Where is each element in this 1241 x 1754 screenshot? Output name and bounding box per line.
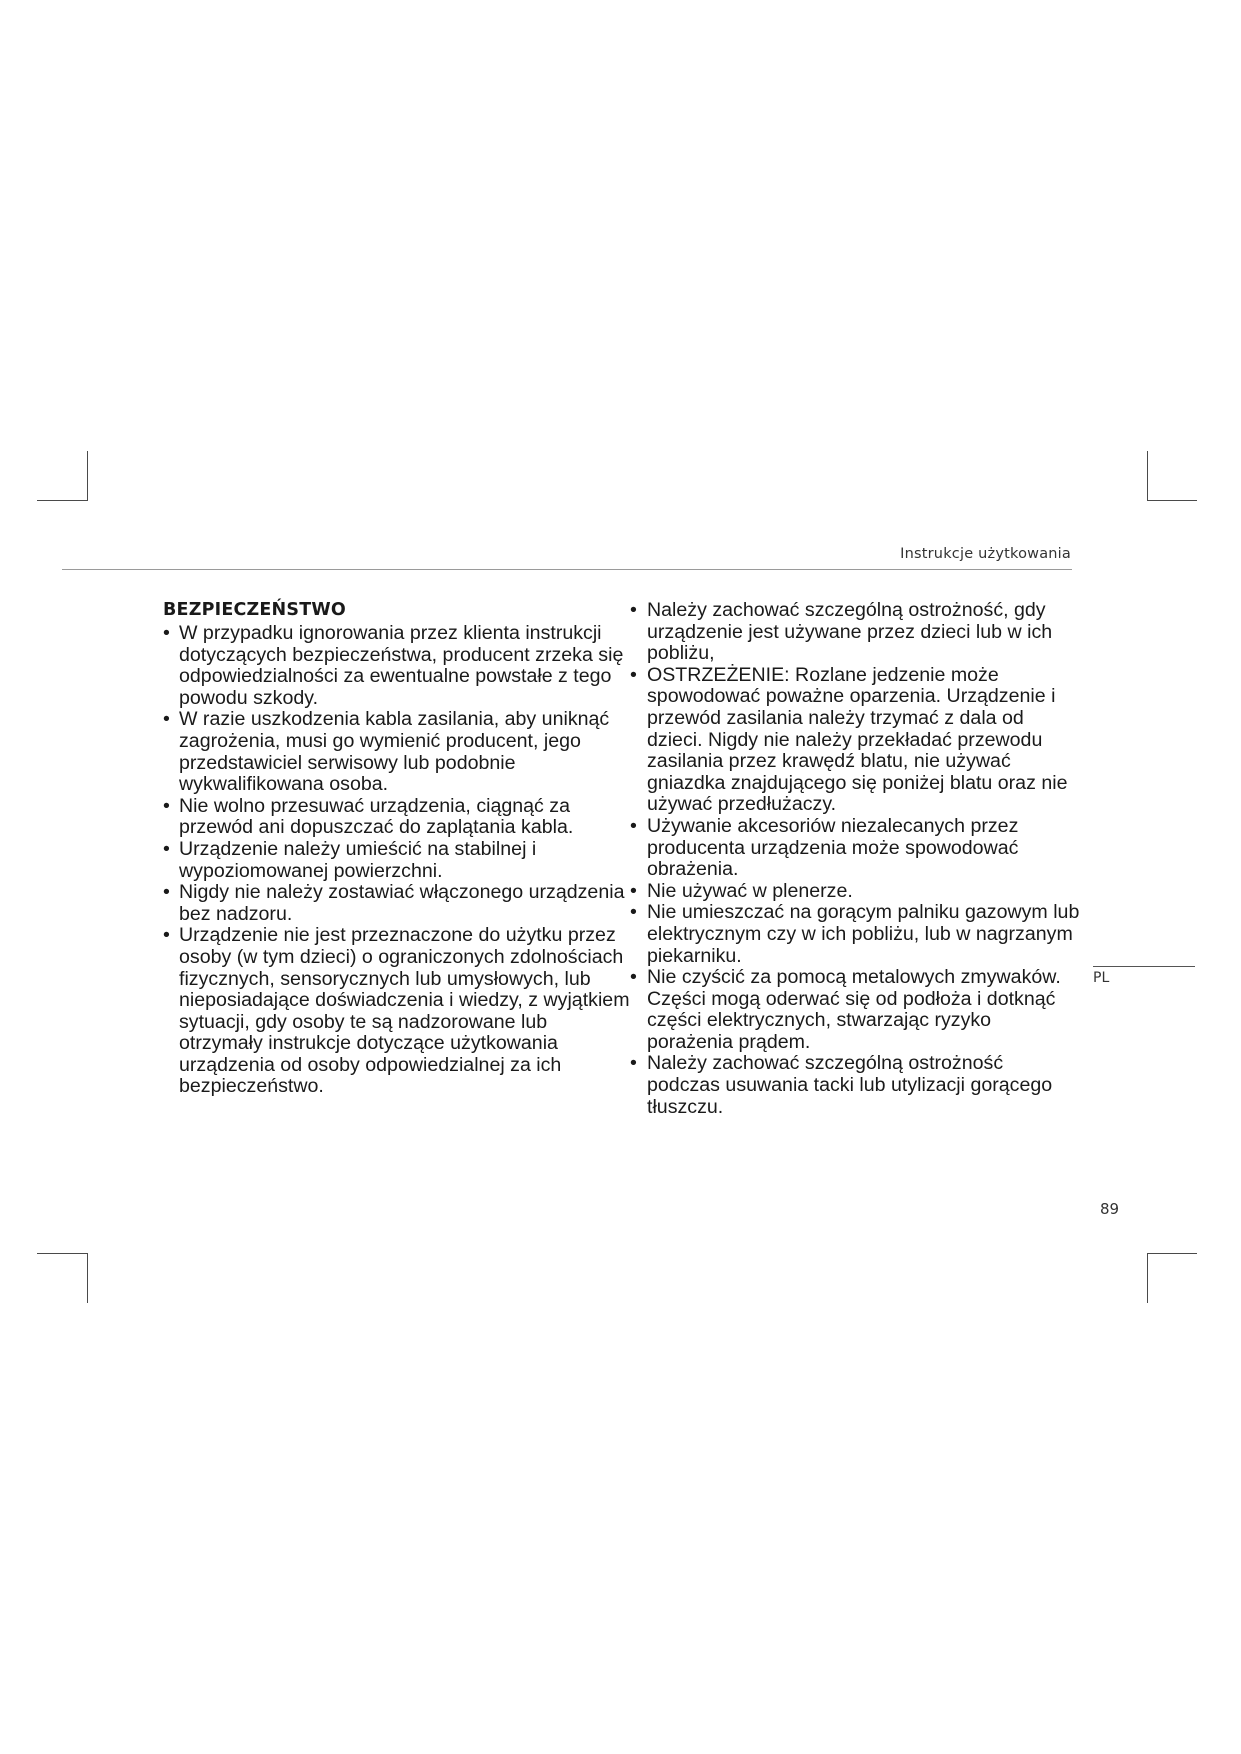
crop-mark-bottom-right-vertical <box>1147 1253 1148 1303</box>
language-tab-rule <box>1093 966 1195 967</box>
list-item: • Należy zachować szczególną ostrożność, gdy urządzenie jest używane przez dzieci lub w ich pobliżu, <box>630 600 1080 665</box>
crop-mark-top-left-vertical <box>87 451 88 501</box>
crop-mark-top-right-horizontal <box>1147 500 1197 501</box>
list-item: • Używanie akcesoriów niezalecanych przez producenta urządzenia może spowodować obrażenia. <box>630 816 1080 881</box>
list-item: • Nigdy nie należy zostawiać włączonego urządzenia bez nadzoru. <box>163 882 633 925</box>
safety-list-left <box>163 623 633 1098</box>
list-item: • Nie wolno przesuwać urządzenia, ciągnąć za przewód ani dopuszczać do zaplątania kabla. <box>163 796 633 839</box>
crop-mark-bottom-left-vertical <box>87 1253 88 1303</box>
list-item: • Nie używać w plenerze. <box>630 881 1080 903</box>
list-item: • OSTRZEŻENIE: Rozlane jedzenie może spowodować poważne oparzenia. Urządzenie i przewód zasilania należy trzymać z dala od dzieci. Nigdy nie należy przekładać przewodu zasilania przez krawędź blatu, nie używać gniazdka znajdującego się poniżej blatu oraz nie używać przedłużaczy. <box>630 665 1080 816</box>
list-item: • Urządzenie nie jest przeznaczone do użytku przez osoby (w tym dzieci) o ograniczonych zdolnościach fizycznych, sensorycznych lub umysłowych, lub nieposiadające doświadczenia i wiedzy, z wyjątkiem sytuacji, gdy osoby te są nadzorowane lub otrzymały instrukcje dotyczące użytkowania urządzenia od osoby odpowiedzialnej za ich bezpieczeństwo. <box>163 925 633 1098</box>
list-item: • W przypadku ignorowania przez klienta instrukcji dotyczących bezpieczeństwa, producent zrzeka się odpowiedzialności za ewentualne powstałe z tego powodu szkody. <box>163 623 633 709</box>
list-item: • Nie umieszczać na gorącym palniku gazowym lub elektrycznym czy w ich pobliżu, lub w nagrzanym piekarniku. <box>630 902 1080 967</box>
running-header: Instrukcje użytkowania <box>900 546 1071 562</box>
list-item: • Nie czyścić za pomocą metalowych zmywaków. Części mogą oderwać się od podłoża i dotknąć części elektrycznych, stwarzając ryzyko porażenia prądem. <box>630 967 1080 1053</box>
left-column <box>163 600 633 1098</box>
language-tab: PL <box>1093 970 1110 986</box>
page-number: 89 <box>1100 1200 1120 1218</box>
crop-mark-bottom-right-horizontal <box>1147 1253 1197 1254</box>
crop-mark-bottom-left-horizontal <box>37 1253 87 1254</box>
right-column <box>630 600 1080 1118</box>
safety-list-right <box>630 600 1080 1118</box>
section-heading: BEZPIECZEŃSTWO <box>163 600 346 620</box>
crop-mark-top-right-vertical <box>1147 451 1148 501</box>
list-item: • W razie uszkodzenia kabla zasilania, aby uniknąć zagrożenia, musi go wymienić producent, jego przedstawiciel serwisowy lub podobnie wykwalifikowana osoba. <box>163 709 633 795</box>
list-item: • Urządzenie należy umieścić na stabilnej i wypoziomowanej powierzchni. <box>163 839 633 882</box>
list-item: • Należy zachować szczególną ostrożność podczas usuwania tacki lub utylizacji gorącego tłuszczu. <box>630 1053 1080 1118</box>
crop-mark-top-left-horizontal <box>37 500 87 501</box>
header-divider <box>62 569 1072 570</box>
